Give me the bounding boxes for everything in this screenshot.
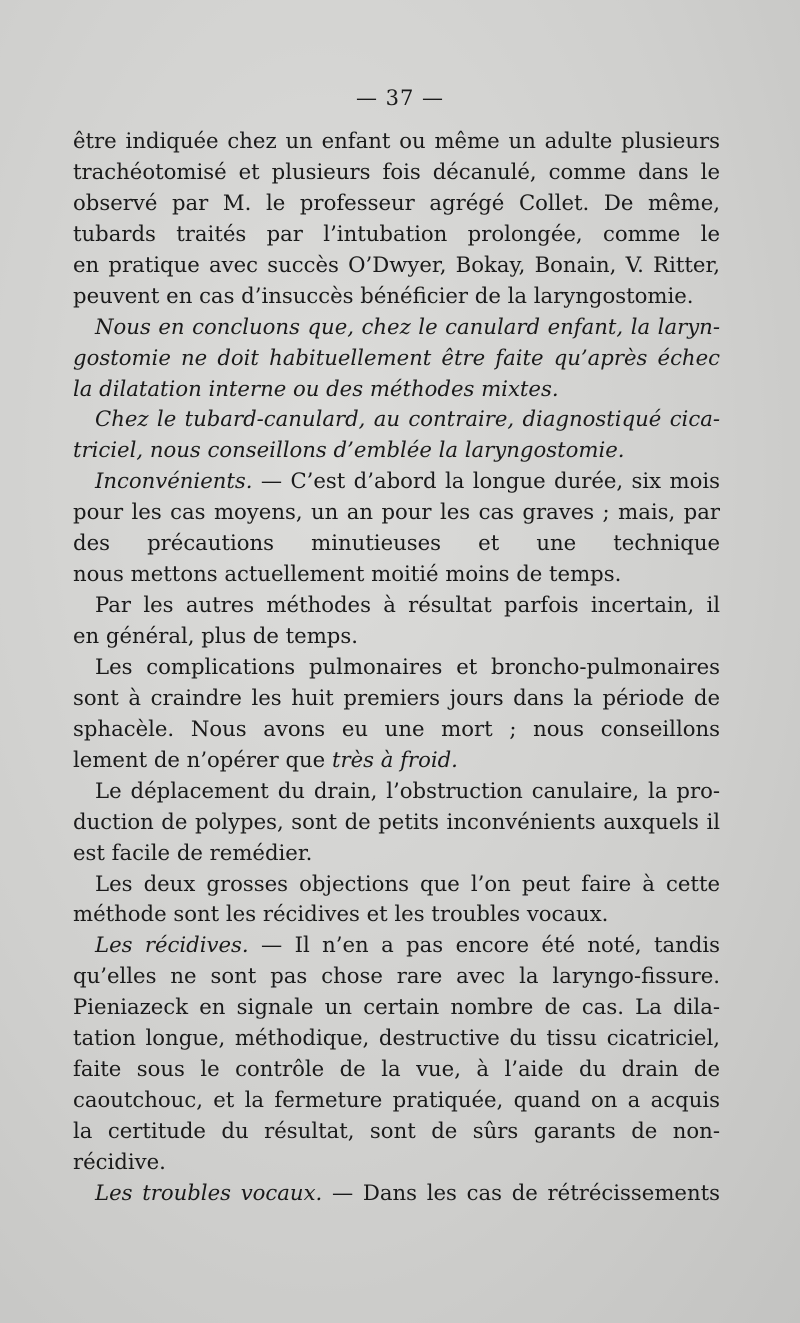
text-segment: méthode sont les récidives et les troubles vocaux. bbox=[73, 901, 609, 927]
text-line bbox=[73, 1116, 720, 1147]
text-segment: Par les autres méthodes à résultat parfois incertain, il bbox=[95, 592, 720, 618]
text-line bbox=[73, 250, 720, 281]
text-line bbox=[73, 219, 720, 250]
text-line bbox=[73, 559, 720, 590]
text-segment: — Il n’en a pas encore été noté, tandis bbox=[248, 932, 720, 958]
text-segment: peuvent en cas d’insuccès bénéficier de la laryngostomie. bbox=[73, 282, 694, 308]
text-segment: lement de n’opérer que bbox=[73, 746, 332, 772]
text-line bbox=[73, 435, 720, 466]
text-line bbox=[73, 930, 720, 961]
italic-text: Chez le tubard-canulard, au contraire, diagnostiqué cica- bbox=[95, 406, 720, 432]
text-segment: faite sous le contrôle de la vue, à l’aide du drain de bbox=[73, 1056, 720, 1082]
text-segment: qu’elles ne sont pas chose rare avec la laryngo-fissure. bbox=[73, 963, 720, 989]
text-line bbox=[73, 869, 720, 900]
text-line bbox=[73, 126, 720, 157]
italic-text: la dilatation interne ou des méthodes mixtes. bbox=[73, 375, 559, 401]
italic-text: très à froid. bbox=[331, 746, 458, 772]
italic-text: Inconvénients. bbox=[95, 468, 253, 494]
text-segment: — Dans les cas de rétrécissements bbox=[331, 1179, 720, 1205]
text-segment: la certitude du résultat, sont de sûrs garants de non- bbox=[73, 1118, 720, 1143]
italic-text: Les troubles vocaux. bbox=[95, 1179, 323, 1205]
text-segment: Le déplacement du drain, l’obstruction canulaire, la pro- bbox=[95, 777, 720, 803]
text-segment: tubards traités par l’intubation prolongée, comme le bbox=[73, 220, 720, 246]
text-line bbox=[73, 776, 720, 807]
text-segment: nous mettons actuellement moitié moins de temps. bbox=[73, 561, 622, 587]
text-line bbox=[73, 1147, 720, 1178]
text-segment: des précautions minutieuses et une technique bbox=[73, 530, 720, 556]
text-line bbox=[73, 281, 720, 312]
text-line bbox=[73, 157, 720, 188]
text-line bbox=[73, 1178, 720, 1209]
text-line bbox=[73, 621, 720, 652]
italic-text: triciel, nous conseillons d’emblée la laryngostomie. bbox=[73, 437, 625, 463]
text-line bbox=[73, 683, 720, 714]
text-line bbox=[73, 590, 720, 621]
text-line bbox=[73, 1085, 720, 1116]
text-line bbox=[73, 745, 720, 776]
text-line bbox=[73, 374, 720, 405]
text-line bbox=[73, 899, 720, 930]
text-segment: sphacèle. Nous avons eu une mort ; nous conseillons bbox=[73, 715, 720, 741]
text-line bbox=[73, 714, 720, 745]
italic-text: gostomie ne doit habituellement être faite qu’après échec bbox=[73, 344, 720, 370]
text-segment: est facile de remédier. bbox=[73, 839, 313, 865]
text-segment: en général, plus de temps. bbox=[73, 623, 358, 648]
text-segment: observé par M. le professeur agrégé Collet. De même, bbox=[73, 189, 720, 215]
text-line bbox=[73, 404, 720, 435]
italic-text: Nous en concluons que, chez le canulard enfant, la laryn- bbox=[95, 313, 720, 339]
page-number: — 37 — bbox=[355, 86, 445, 110]
text-segment: être indiquée chez un enfant ou même un adulte plusieurs bbox=[73, 128, 720, 153]
text-segment: duction de polypes, sont de petits inconvénients auxquels il bbox=[73, 808, 720, 834]
text-line bbox=[73, 961, 720, 992]
text-line bbox=[73, 652, 720, 683]
text-line bbox=[73, 992, 720, 1023]
text-segment: tation longue, méthodique, destructive du tissu cicatriciel, bbox=[73, 1025, 720, 1051]
text-segment: pour les cas moyens, un an pour les cas graves ; mais, par bbox=[73, 499, 720, 525]
text-segment: trachéotomisé et plusieurs fois décanulé, comme dans le bbox=[73, 158, 720, 184]
text-line bbox=[73, 466, 720, 497]
text-line bbox=[73, 188, 720, 219]
text-segment: Les complications pulmonaires et broncho-pulmonaires bbox=[95, 653, 720, 679]
text-line bbox=[73, 838, 720, 869]
text-segment: Pieniazeck en signale un certain nombre de cas. La dila- bbox=[73, 994, 720, 1020]
text-line bbox=[73, 1023, 720, 1054]
text-line bbox=[73, 1054, 720, 1085]
text-line bbox=[73, 807, 720, 838]
text-segment: caoutchouc, et la fermeture pratiquée, quand on a acquis bbox=[73, 1087, 720, 1113]
text-segment: Les deux grosses objections que l’on peut faire à cette bbox=[95, 870, 720, 896]
text-segment: récidive. bbox=[73, 1148, 166, 1174]
italic-text: Les récidives. bbox=[95, 932, 249, 958]
text-line bbox=[73, 312, 720, 343]
text-segment: — C’est d’abord la longue durée, six mois bbox=[252, 468, 720, 494]
text-line bbox=[73, 497, 720, 528]
text-segment: en pratique avec succès O’Dwyer, Bokay, Bonain, V. Ritter, bbox=[73, 251, 720, 277]
body-text bbox=[73, 126, 720, 1209]
text-line bbox=[73, 343, 720, 374]
text-segment: sont à craindre les huit premiers jours dans la période de bbox=[73, 684, 720, 710]
text-line bbox=[73, 528, 720, 559]
